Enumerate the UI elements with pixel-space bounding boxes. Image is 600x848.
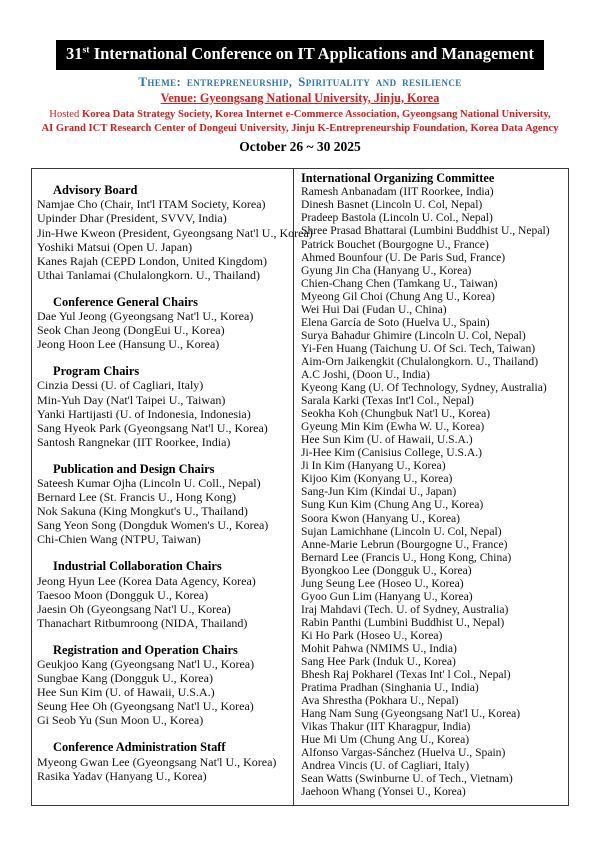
member-line: Yoshiki Matsui (Open U. Japan) — [37, 239, 193, 254]
conference-title-bar — [56, 40, 544, 70]
member-line: Gyoo Gun Lim (Hanyang U., Korea) — [301, 589, 473, 603]
member-line: Uthai Tanlamai (Chulalongkorn. U., Thailand) — [37, 267, 261, 282]
committee-section — [37, 364, 289, 449]
member-line: Nok Sakuna (King Mongkut's U., Thailand) — [37, 504, 248, 519]
member-line: Vikas Thakur (IIT Kharagpur, India) — [301, 720, 471, 734]
member-line: Mohit Pahwa (NMIMS U., India) — [301, 641, 457, 655]
member-line: Taesoo Moon (Dongguk U., Korea) — [37, 587, 209, 602]
committee-section — [37, 740, 289, 782]
member-line: Kanes Rajah (CEPD London, United Kingdom) — [37, 253, 267, 268]
member-line: Jeong Hoon Lee (Hansung U., Korea) — [37, 337, 220, 352]
member-line: Geukjoo Kang (Gyeongsang Nat'l U., Korea) — [37, 657, 255, 671]
member-line: Rabin Panthi (Lumbini Buddhist U., Nepal) — [301, 615, 505, 629]
member-line: Bhesh Raj Pokharel (Texas Int' l Col., Nepal) — [301, 668, 511, 682]
left-column-sections — [32, 169, 313, 804]
member-line: Ji-Hee Kim (Canisius College, U.S.A.) — [301, 446, 482, 460]
member-line: Jin-Hwe Kweon (President, Gyeongsang Nat'l U., Korea) — [37, 225, 313, 240]
right-column — [294, 169, 568, 804]
member-line: Seok Chan Jeong (DongEui U., Korea) — [37, 323, 225, 338]
member-line: Sang-Jun Kim (Kindai U., Japan) — [301, 485, 457, 499]
member-line: Pratima Pradhan (Singhania U., India) — [301, 681, 479, 695]
member-line: Sungbae Kang (Dongguk U., Korea) — [37, 671, 213, 686]
member-line: Sang Yeon Song (Dongduk Women's U., Korea) — [37, 518, 269, 533]
member-line: Jung Seung Lee (Hoseo U., Korea) — [301, 576, 464, 590]
theme-line: Theme: entrepreneurship, Spirituality and resilience — [138, 73, 462, 89]
member-line: Hang Nam Sung (Gyeongsang Nat'l U., Korea) — [301, 707, 521, 721]
member-line: Ava Shrestha (Pokhara U., Nepal) — [301, 694, 459, 708]
member-line: Kijoo Kim (Konyang U., Korea) — [301, 472, 453, 486]
committee-section — [37, 559, 289, 629]
member-line: Seung Hee Oh (Gyeongsang Nat'l U., Korea) — [37, 699, 254, 714]
member-line: Bernard Lee (Francis U., Hong Kong, China) — [301, 550, 512, 564]
member-line: Soora Kwon (Hanyang U., Korea) — [301, 511, 461, 525]
member-line: Hee Sun Kim (U. of Hawaii, U.S.A.) — [301, 433, 473, 447]
member-line: Rasika Yadav (Hanyang U., Korea) — [37, 768, 207, 783]
member-line: Hue Mi Um (Chung Ang U., Korea) — [301, 733, 470, 747]
member-line: Thanachart Ritbumroong (NIDA, Thailand) — [37, 615, 248, 630]
member-line: Jeong Hyun Lee (Korea Data Agency, Korea) — [37, 573, 256, 588]
committee-section — [37, 462, 289, 547]
member-line: Gi Seob Yu (Sun Moon U., Korea) — [37, 713, 204, 728]
section-heading: Advisory Board — [53, 183, 138, 198]
member-line: Jaehoon Whang (Yonsei U., Korea) — [301, 785, 466, 799]
section-heading: Industrial Collaboration Chairs — [53, 559, 222, 574]
member-line: Anne-Marie Lebrun (Bourgogne U., France) — [301, 537, 508, 551]
member-line: Yi-Fen Huang (Taichung U. Of Sci. Tech, Taiwan) — [301, 341, 536, 355]
member-line: Sean Watts (Swinburne U. of Tech., Vietnam) — [301, 772, 513, 786]
committee-table — [31, 168, 569, 805]
member-line: Sang Hee Park (Induk U., Korea) — [301, 655, 456, 669]
member-line: Chi-Chien Wang (NTPU, Taiwan) — [37, 532, 201, 547]
member-line: Myeong Gil Choi (Chung Ang U., Korea) — [301, 289, 495, 303]
title-number: 31 — [65, 44, 83, 63]
member-line: Dinesh Basnet (Lincoln U. Col, Nepal) — [301, 198, 483, 212]
title-ordinal-suffix: st — [82, 44, 90, 56]
member-line: Sung Kun Kim (Chung Ang U., Korea) — [301, 498, 484, 512]
hosted-label: Hosted — [49, 108, 82, 120]
committee-section — [37, 183, 313, 282]
hosted-line-1 — [0, 108, 600, 123]
member-line: Kyeong Kang (U. Of Technology, Sydney, Australia) — [301, 381, 547, 395]
member-line: Iraj Mahdavi (Tech. U. of Sydney, Australia) — [301, 602, 509, 616]
member-line: Aim-Orn Jaikengkit (Chulalongkorn. U., Thailand) — [301, 354, 539, 368]
committee-section — [37, 643, 289, 728]
committee-section — [37, 295, 289, 351]
section-heading: Program Chairs — [53, 364, 140, 379]
ioc-member-list — [301, 185, 565, 798]
member-line: Sateesh Kumar Ojha (Lincoln U. Coll., Nepal) — [37, 475, 261, 490]
section-heading: Registration and Operation Chairs — [53, 642, 238, 657]
member-line: Upinder Dhar (President, SVVV, India) — [37, 211, 227, 226]
member-line: Pradeep Bastola (Lincoln U. Col., Nepal) — [301, 211, 493, 225]
member-line: Ahmed Bounfour (U. De Paris Sud, France) — [301, 250, 506, 264]
member-line: Ki Ho Park (Hoseo U., Korea) — [301, 628, 443, 642]
member-line: Elena García de Soto (Huelva U., Spain) — [301, 315, 490, 329]
member-line: Patrick Bouchet (Bourgogne U., France) — [301, 237, 489, 251]
member-line: Cinzia Dessi (U. of Cagliari, Italy) — [37, 378, 204, 393]
conference-header — [0, 40, 600, 155]
member-line: Seokha Koh (Chungbuk Nat'l U., Korea) — [301, 407, 491, 421]
title-text: International Conference on IT Applications and Management — [89, 44, 535, 63]
hosted-line-2: AI Grand ICT Research Center of Dongeui University, Jinju K-Entrepreneurship Foundation, Korea Data Agency — [41, 123, 559, 135]
member-line: Dae Yul Jeong (Gyeongsang Nat'l U., Korea) — [37, 309, 254, 324]
member-line: Shree Prasad Bhattarai (Lumbini Buddhist U., Nepal) — [301, 224, 550, 238]
member-line: Sarala Karki (Texas Int'l Col., Nepal) — [301, 394, 474, 408]
member-line: Wei Hui Dai (Fudan U., China) — [301, 302, 447, 316]
member-line: Min-Yuh Day (Nat'l Taipei U., Taiwan) — [37, 392, 226, 407]
member-line: Byongkoo Lee (Dongguk U., Korea) — [301, 563, 472, 577]
member-line: Santosh Rangnekar (IIT Roorkee, India) — [37, 434, 231, 449]
member-line: Namjae Cho (Chair, Int'l ITAM Society, Korea) — [37, 197, 266, 212]
member-line: Sujan Lamichhane (Lincoln U. Col, Nepal) — [301, 524, 502, 538]
member-line: A.C Joshi, (Doon U., India) — [301, 367, 430, 381]
hosted-block — [0, 108, 600, 138]
member-line: Chien-Chang Chen (Tamkang U., Taiwan) — [301, 276, 498, 290]
member-line: Surya Bahadur Ghimire (Lincoln U. Col, Nepal) — [301, 328, 526, 342]
member-line: Alfonso Vargas-Sánchez (Huelva U., Spain) — [301, 746, 506, 760]
ioc-heading: International Organizing Committee — [301, 171, 495, 186]
venue-line: Venue: Gyeongsang National University, Jinju, Korea — [160, 90, 440, 105]
member-line: Andrea Vincis (U. of Cagliari, Italy) — [301, 759, 470, 773]
member-line: Jaesin Oh (Gyeongsang Nat'l U., Korea) — [37, 601, 231, 616]
member-line: Hee Sun Kim (U. of Hawaii, U.S.A.) — [37, 685, 215, 700]
section-heading: Conference Administration Staff — [53, 740, 226, 755]
member-line: Ji In Kim (Hanyang U., Korea) — [301, 459, 446, 473]
member-line: Gyung Jin Cha (Hanyang U., Korea) — [301, 263, 472, 277]
member-line: Ramesh Anbanadam (IIT Roorkee, India) — [301, 185, 494, 199]
member-line: Yanki Hartijasti (U. of Indonesia, Indonesia) — [37, 406, 251, 421]
member-line: Bernard Lee (St. Francis U., Hong Kong) — [37, 490, 236, 505]
conference-dates: October 26 ~ 30 2025 — [239, 139, 361, 155]
section-heading: Publication and Design Chairs — [53, 461, 215, 476]
member-line: Myeong Gwan Lee (Gyeongsang Nat'l U., Korea) — [37, 754, 277, 769]
hosted-orgs-1: Korea Data Strategy Society, Korea Internet e-Commerce Association, Gyeongsang National University, — [81, 108, 551, 120]
member-line: Sang Hyeok Park (Gyeongsang Nat'l U., Korea) — [37, 420, 268, 435]
member-line: Gyeung Min Kim (Ewha W. U., Korea) — [301, 420, 485, 434]
section-heading: Conference General Chairs — [53, 294, 198, 309]
